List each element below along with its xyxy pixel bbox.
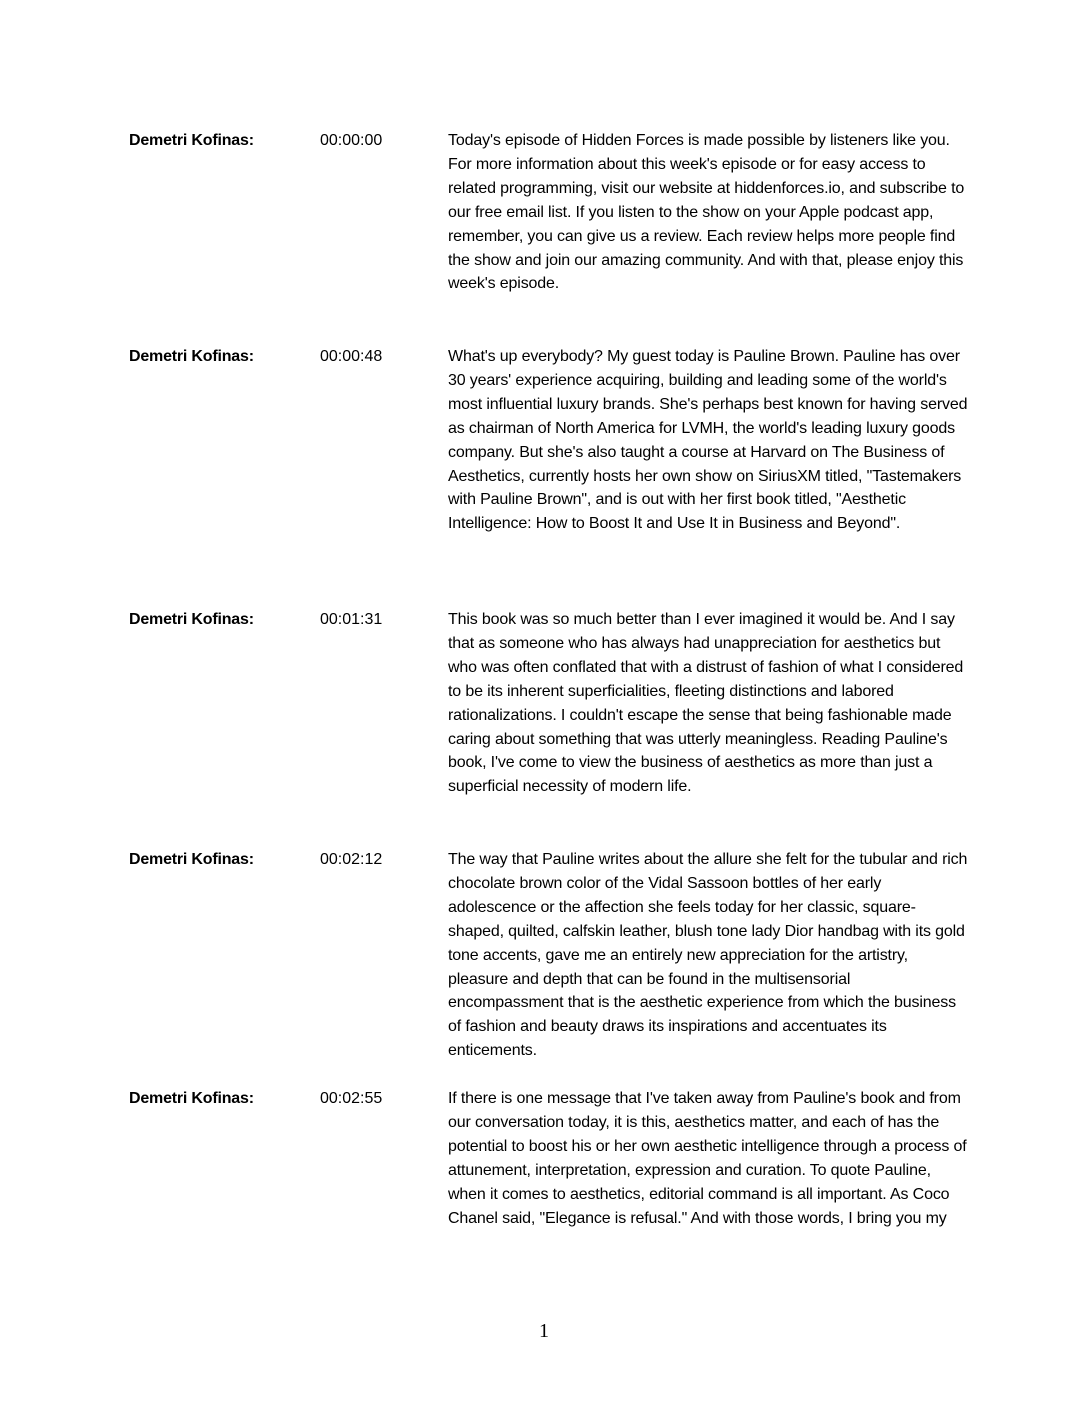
speaker-name: Demetri Kofinas: <box>129 132 254 149</box>
speaker-name: Demetri Kofinas: <box>129 611 254 628</box>
transcript-text: What's up everybody? My guest today is Pauline Brown. Pauline has over 30 years' experience acquiring, building and leading some of the world's most influential luxury brands. She's perhaps best known for having served as chairman of North America for LVMH, the world's leading luxury goods company. But she's also taught a course at Harvard on The Business of Aesthetics, currently hosts her own show on SiriusXM titled, "Tastemakers with Pauline Brown", and is out with her first book titled, "Aesthetic Intelligence: How to Boost It and Use It in Business and Beyond". <box>448 348 968 533</box>
transcript-text: This book was so much better than I ever imagined it would be. And I say that as someone who has always had unappreciation for aesthetics but who was often conflated that with a distrust of fashion of what I considered to be its inherent superficialities, fleeting distinctions and labored rationalizations. I couldn't escape the sense that being fashionable made caring about something that was utterly meaningless. Reading Pauline's book, I've come to view the business of aesthetics as more than just a superficial necessity of modern life. <box>448 611 964 796</box>
speaker-name: Demetri Kofinas: <box>129 348 254 365</box>
page-number: 1 <box>539 1320 549 1342</box>
timestamp: 00:02:12 <box>320 851 383 868</box>
transcript-text: The way that Pauline writes about the allure she felt for the tubular and rich chocolate brown color of the Vidal Sassoon bottles of her early adolescence or the affection she feels today for her classic, square-shaped, quilted, calfskin leather, blush tone lady Dior handbag with its gold tone accents, gave me an entirely new appreciation for the artistry, pleasure and depth that can be found in the multisensorial encompassment that is the aesthetic experience from which the business of fashion and beauty draws its inspirations and accentuates its enticements. <box>448 851 968 1060</box>
timestamp: 00:01:31 <box>320 611 383 628</box>
transcript-text: If there is one message that I've taken away from Pauline's book and from our conversation today, it is this, aesthetics matter, and each of has the potential to boost his or her own aesthetic intelligence through a process of attunement, interpretation, expression and curation. To quote Pauline, when it comes to aesthetics, editorial command is all important. As Coco Chanel said, "Elegance is refusal." And with those words, I bring you my <box>448 1090 967 1227</box>
speaker-name: Demetri Kofinas: <box>129 851 254 868</box>
transcript-text: Today's episode of Hidden Forces is made possible by listeners like you. For more information about this week's episode or for easy access to related programming, visit our website at hiddenforces.io, and subscribe to our free email list. If you listen to the show on your Apple podcast app, remember, you can give us a review. Each review helps more people find the show and join our amazing community. And with that, please enjoy this week's episode. <box>448 132 965 293</box>
timestamp: 00:02:55 <box>320 1090 383 1107</box>
timestamp: 00:00:48 <box>320 348 383 365</box>
speaker-name: Demetri Kofinas: <box>129 1090 254 1107</box>
timestamp: 00:00:00 <box>320 132 383 149</box>
